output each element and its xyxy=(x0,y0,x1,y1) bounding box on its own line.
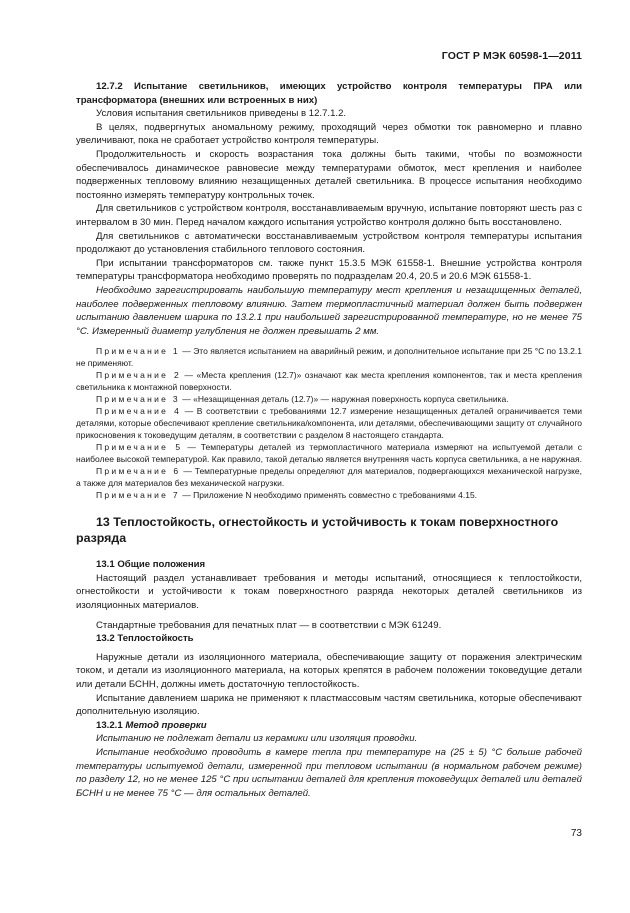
note-6 xyxy=(76,465,582,489)
note-text: — Температурные пределы определяют для материалов, подвергающихся механической нагрузке, а также для материалов без механической нагрузки. xyxy=(76,466,582,489)
heading-13-2: 13.2 Теплостойкость xyxy=(96,633,194,645)
note-label: Примечание 7 xyxy=(96,490,180,501)
page-content xyxy=(76,80,582,800)
page-number: 73 xyxy=(570,828,582,839)
italic-requirement: Необходимо зарегистрировать наибольшую температуру мест крепления и незащищенных деталей, наиболее подверженных тепловому влиянию. Затем термопластичный материал должен быть подвержен испытанию давлением шарика по 13.2.1 при наибольшей зарегистрированной температуре, но не менее 75 °С. Измеренный диаметр углубления не должен превышать 2 мм. xyxy=(76,284,582,337)
note-7 xyxy=(76,489,582,501)
note-label: Примечание 1 xyxy=(96,346,180,357)
note-text: — «Незащищенная деталь (12.7)» — наружная поверхность корпуса светильника. xyxy=(179,394,509,405)
heading-12-7-2: 12.7.2 Испытание светильников, имеющих устройство контроля температуры ПРА или трансформатора (внешних или встроенных в них) xyxy=(76,81,582,106)
heading-13-1: 13.1 Общие положения xyxy=(96,559,206,571)
standard-header: ГОСТ Р МЭК 60598-1—2011 xyxy=(441,50,582,62)
paragraph: Условия испытания светильников приведены в 12.7.1.2. xyxy=(96,108,347,120)
paragraph: Испытание необходимо проводить в камере тепла при температуре на (25 ± 5) °С больше рабочей температуры испытуемой детали, измеренной при тепловом испытании (в нормальном рабочем режиме) по разделу 12, но не менее 125 °С при испытании деталей для крепления токоведущих деталей или деталей БСНН и не менее 75 °С — для остальных деталей. xyxy=(76,747,582,799)
note-label: Примечание 6 xyxy=(96,466,181,477)
note-4 xyxy=(76,405,582,441)
paragraph: Настоящий раздел устанавливает требования и методы испытаний, относящиеся к теплостойкости, огнестойкости и устойчивости к токам поверхностного разряда некоторых деталей светильников из изоляционных материалов. xyxy=(76,572,582,612)
paragraph: Наружные детали из изоляционного материала, обеспечивающие защиту от поражения электрическим током, и детали из изоляционного материала, на которых крепятся в рабочем положении токоведущие детали или детали БСНН, должны иметь достаточную теплостойкость. xyxy=(76,651,582,691)
note-text: — Приложение N необходимо применять совместно с требованиями 4.15. xyxy=(179,490,478,501)
heading-title: Метод проверки xyxy=(125,719,207,731)
note-label: Примечание 2 xyxy=(96,370,182,381)
note-label: Примечание 4 xyxy=(96,406,182,417)
note-label: Примечание 3 xyxy=(96,394,180,405)
note-text: — Это является испытанием на аварийный режим, и дополнительное испытание при 25 °С по 13.2.1 не применяют. xyxy=(76,346,583,369)
note-text: — Температуры деталей из термопластичного материала измеряют на испытуемой детали с наиболее высокой температурой. Как правило, такой деталью является внутренняя часть корпуса светильника, а не наружная. xyxy=(76,442,582,465)
note-1 xyxy=(76,345,582,369)
heading-13-2-1 xyxy=(76,719,582,733)
section-13-title: 13 Теплостойкость, огнестойкость и устойчивость к токам поверхностного разряда xyxy=(76,515,559,546)
note-label: Примечание 5 xyxy=(96,442,183,453)
note-text: — В соответствии с требованиями 12.7 измерение незащищенных деталей ограничивается теми деталями, которые обеспечивают крепление светильника/компонента, или деталями, обеспечивающими защиту от случайного прикосновения к токоведущим деталям, в соответствии с разделом 8 настоящего стандарта. xyxy=(76,406,582,441)
paragraph: В целях, подвергнутых аномальному режиму, проходящий через обмотки ток равномерно и плавно увеличивают, пока не сработает устройство контроля температуры. xyxy=(76,121,582,147)
paragraph: Для светильников с устройством контроля, восстанавливаемым вручную, испытание повторяют шесть раз с интервалом в 30 мин. Перед началом каждого испытания устройство контроля должно быть восстановлено. xyxy=(76,203,582,228)
paragraph: Продолжительность и скорость возрастания тока должны быть такими, чтобы по возможности обеспечивалось динамическое равновесие между температурами обмоток, мест крепления и наиболее подверженных тепловому влиянию незащищенных деталей светильника. В процессе испытания необходимо постоянно измерять температуру контрольных точек. xyxy=(76,148,582,201)
paragraph: При испытании трансформаторов см. также пункт 15.3.5 МЭК 61558-1. Внешние устройства контроля температуры трансформатора необходимо проверять по подразделам 20.4, 20.5 и 20.6 МЭК 61558-1. xyxy=(76,257,582,283)
paragraph: Испытанию не подлежат детали из керамики или изоляция проводки. xyxy=(96,733,418,745)
note-2 xyxy=(76,369,582,393)
note-text: — «Места крепления (12.7)» означают как места крепления компонентов, так и места крепления светильника к монтажной поверхности. xyxy=(76,370,582,393)
note-5 xyxy=(76,441,582,465)
paragraph: Испытание давлением шарика не применяют к пластмассовым частям светильника, которые обеспечивают дополнительную изоляцию. xyxy=(76,692,582,718)
heading-number: 13.2.1 xyxy=(96,719,123,731)
paragraph: Стандартные требования для печатных плат — в соответствии с МЭК 61249. xyxy=(96,619,442,631)
note-3 xyxy=(76,393,582,405)
paragraph: Для светильников с автоматически восстанавливаемым устройством контроля температуры испытания продолжают до установления стабильного теплового состояния. xyxy=(76,230,582,256)
